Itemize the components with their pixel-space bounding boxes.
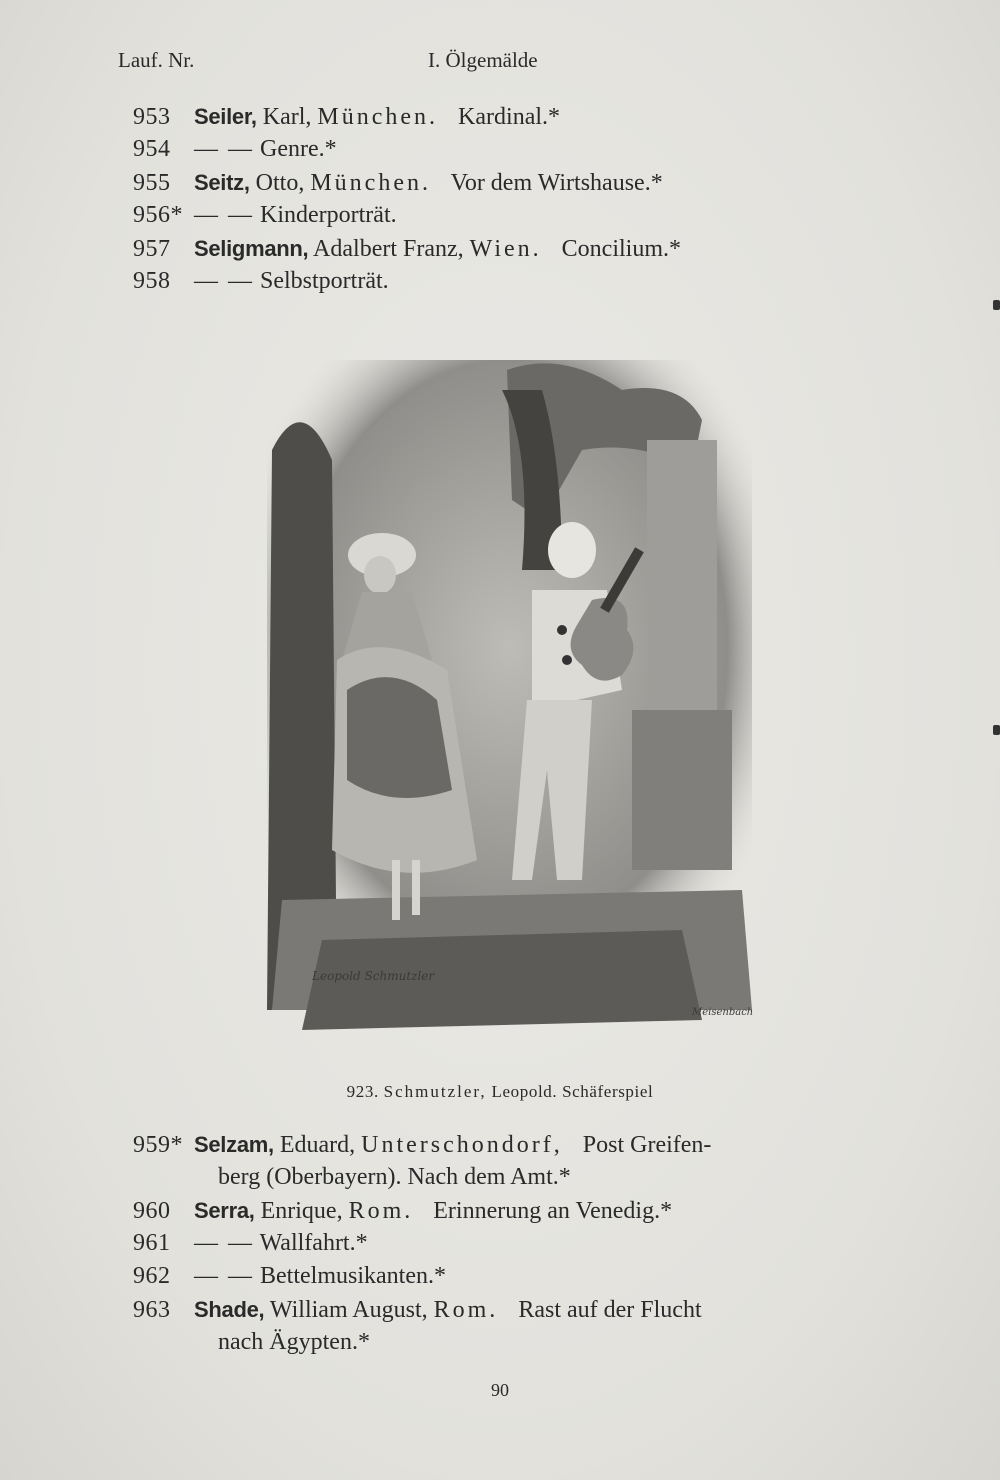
artist-city: Rom. (348, 1198, 414, 1224)
entry-number: 960 (133, 1198, 171, 1224)
pillar-base (632, 710, 732, 870)
artwork-title: Kinderporträt. (260, 202, 397, 228)
catalog-entry (133, 1227, 853, 1260)
entry-list-bottom (133, 1128, 853, 1359)
artist-name: Serra, (194, 1198, 255, 1223)
entry-number: 958 (133, 268, 171, 294)
artist-name: Shade, (194, 1297, 265, 1322)
artist-first-name: Karl, (262, 104, 312, 130)
catalog-entry (133, 133, 853, 166)
artist-name: Seitz, (194, 170, 250, 195)
illustration-schaeferspiel (262, 330, 757, 1050)
catalog-entry (133, 1128, 853, 1194)
artist-first-name: William August, (269, 1297, 428, 1323)
ditto-dash: — — (194, 268, 254, 294)
catalog-entry (133, 1293, 853, 1359)
catalog-entry (133, 1260, 853, 1293)
artwork-title: Wallfahrt.* (259, 1230, 368, 1256)
edge-mark (993, 725, 1000, 735)
artwork-title: Kardinal.* (458, 104, 561, 130)
caption-title: Schäferspiel (562, 1082, 654, 1101)
artist-city: Unterschondorf, (361, 1132, 563, 1158)
entry-number: 963 (133, 1297, 171, 1323)
artwork-title: Rast auf der Flucht (518, 1297, 702, 1323)
artist-name: Seligmann, (194, 236, 309, 261)
catalog-entry (133, 1194, 853, 1227)
artwork-title: Selbstporträt. (260, 268, 389, 294)
entry-number: 957 (133, 236, 171, 262)
artwork-title: Post Greifen- (582, 1132, 712, 1158)
artist-first-name: Eduard, (279, 1132, 356, 1158)
entry-continuation: nach Ägypten.* (218, 1329, 370, 1355)
artist-name: Selzam, (194, 1132, 274, 1157)
catalog-entry (133, 232, 853, 265)
artist-first-name: Adalbert Franz, (313, 236, 464, 262)
entry-number: 962 (133, 1263, 171, 1289)
header-center: I. Ölgemälde (428, 48, 538, 72)
signature-left: Leopold Schmutzler (312, 969, 435, 983)
artwork-title: Genre.* (260, 136, 337, 162)
artist-city: Rom. (433, 1297, 499, 1323)
page-number: 90 (491, 1380, 509, 1400)
artist-city: München. (310, 170, 431, 196)
catalog-entry (133, 199, 853, 232)
artwork-title: Vor dem Wirtshause.* (450, 170, 663, 196)
entry-list-top (133, 100, 853, 298)
entry-continuation: berg (Oberbayern). Nach dem Amt.* (218, 1164, 571, 1190)
catalog-entry (133, 265, 853, 298)
figure-caption (0, 1082, 1000, 1102)
entry-number: 954 (133, 136, 171, 162)
ditto-dash: — — (194, 1230, 254, 1256)
entry-number: 953 (133, 104, 171, 130)
edge-mark (993, 300, 1000, 310)
running-header (118, 48, 878, 76)
artist-name: Seiler, (194, 104, 257, 129)
artist-city: Wien. (469, 236, 542, 262)
artwork-title: Bettelmusikanten.* (260, 1263, 446, 1289)
ditto-dash: — — (194, 1263, 254, 1289)
entry-number: 959* (133, 1132, 183, 1158)
caption-first-name: Leopold. (491, 1082, 558, 1101)
catalog-entry (133, 100, 853, 133)
artwork-title: Concilium.* (561, 236, 682, 262)
artist-first-name: Otto, (255, 170, 305, 196)
signature-right: Meisenbach (692, 1007, 754, 1018)
header-left: Lauf. Nr. (118, 48, 195, 72)
entry-number: 955 (133, 170, 171, 196)
caption-number: 923. (346, 1082, 379, 1101)
ditto-dash: — — (194, 202, 254, 228)
artist-city: München. (317, 104, 439, 130)
caption-artist: Schmutzler, (383, 1082, 487, 1101)
entry-number: 961 (133, 1230, 171, 1256)
artwork-title: Erinnerung an Venedig.* (433, 1198, 673, 1224)
catalog-entry (133, 166, 853, 199)
entry-number: 956* (133, 202, 183, 228)
artist-first-name: Enrique, (260, 1198, 343, 1224)
ditto-dash: — — (194, 136, 254, 162)
